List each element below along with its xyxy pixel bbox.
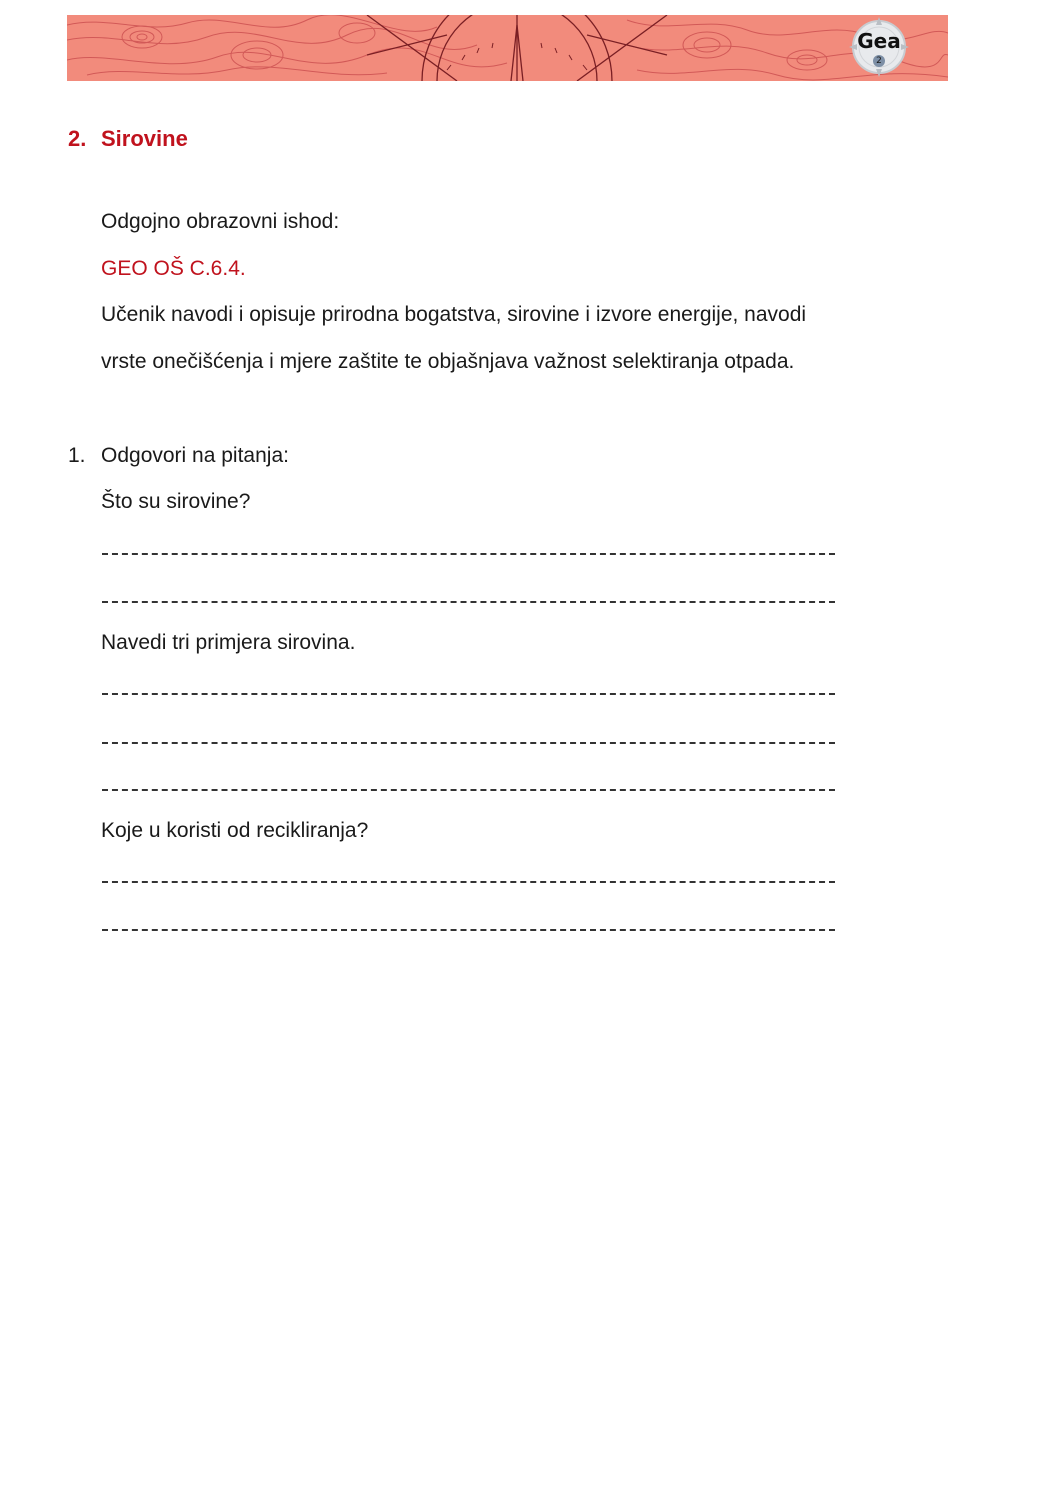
outcome-text-line-2: vrste onečišćenja i mjere zaštite te objašnjava važnost selektiranja otpada.	[101, 350, 795, 373]
answer-line[interactable]	[102, 601, 835, 603]
logo-number: 2	[876, 56, 882, 66]
answer-line[interactable]	[102, 742, 835, 744]
task-number: 1.	[68, 444, 86, 467]
answer-line[interactable]	[102, 789, 835, 791]
answer-line[interactable]	[102, 881, 835, 883]
answer-line[interactable]	[102, 553, 835, 555]
outcome-text-line-1: Učenik navodi i opisuje prirodna bogatstva, sirovine i izvore energije, navodi	[101, 303, 807, 326]
outcome-label: Odgojno obrazovni ishod:	[101, 210, 340, 233]
gea-logo	[849, 17, 909, 77]
question-3: Koje u koristi od recikliranja?	[101, 819, 369, 842]
answer-line[interactable]	[102, 693, 835, 695]
question-2: Navedi tri primjera sirovina.	[101, 631, 356, 654]
header-banner	[67, 15, 948, 81]
logo-text: Gea	[857, 29, 901, 53]
question-1: Što su sirovine?	[101, 490, 251, 513]
answer-line[interactable]	[102, 929, 835, 931]
section-number: 2.	[68, 126, 87, 151]
section-title: Sirovine	[101, 126, 188, 151]
task-instruction: Odgovori na pitanja:	[101, 444, 289, 467]
map-pattern-illustration	[67, 15, 948, 81]
outcome-code: GEO OŠ C.6.4.	[101, 257, 246, 280]
